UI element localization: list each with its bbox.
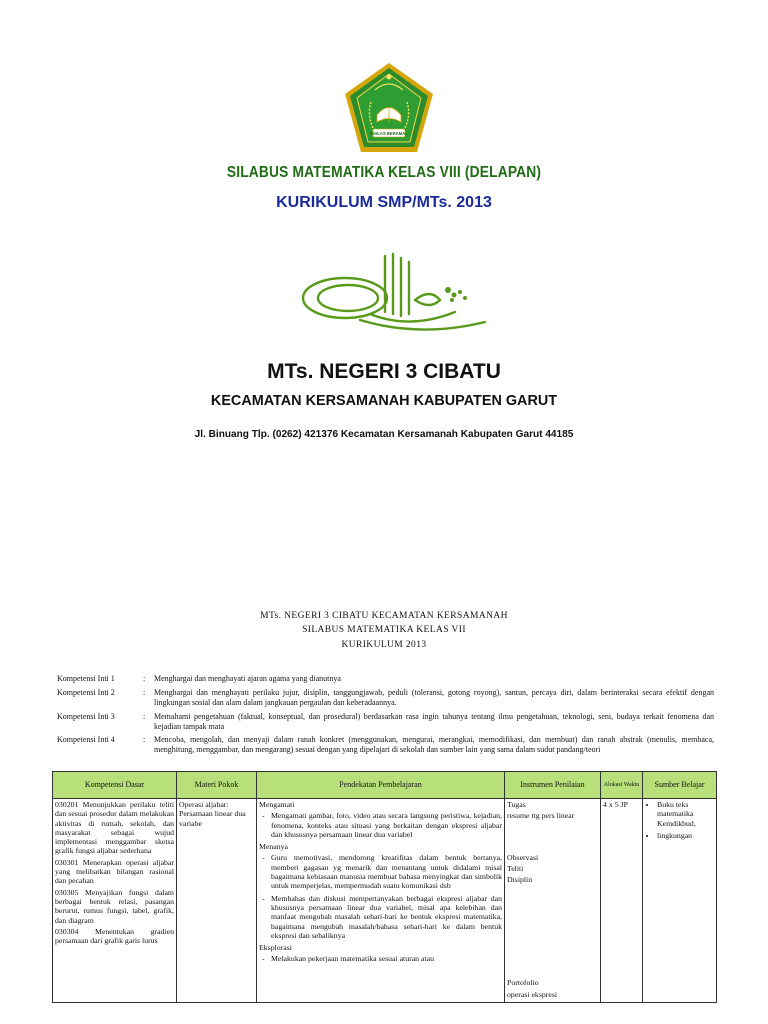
section-title-menanya: Menanya — [259, 842, 289, 852]
kd-item: 030201 Menunjukkan perilaku teliti dan sesuai prosedur dalam melakukan aktivitas di rumah, sekolah, dan masyarakat sebagai wujud implementasi menggambar sketsa grafik fungsi aljabar sederhana — [55, 800, 174, 856]
ki-text: Mencoba, mengolah, dan menyaji dalam ranah konkret (menggunakan, mengurai, merangkai, memodifikasi, dan membuat) dan ranah abstrak (menulis, membaca, menghitung, menggambar, dan mengarang) sesuai dengan yang dipelajari di sekolah dan sumber lain yang sama dalam sudut pandang/teori — [154, 735, 714, 754]
ki-colon: : — [143, 674, 146, 683]
ki-text: Memahami pengetahuan (faktual, konseptual, dan prosedural) berdasarkan rasa ingin tahunya tentang ilmu pengetahuan, teknologi, seni, budaya terkait fenomena dan kejadian tampak mata — [154, 712, 714, 731]
col-header-alokasi-waktu: Alokasi Waktu — [601, 772, 643, 799]
menanya-list — [259, 853, 502, 940]
list-item: - Melakukan pekerjaan matematika sesuai aturan atau — [271, 954, 502, 963]
ki-colon: : — [143, 688, 146, 697]
instrumen-disiplin: Disiplin — [507, 875, 533, 885]
list-item: - Mengamati gambar, foto, video atau secara langsung peristiwa, kejadian, fenomena, konteks atau situasi yang berkaitan dengan ekspresi aljabar dan khususnya persamaan linear dua variabel — [271, 811, 502, 839]
syllabus-header-line1: MTs. NEGERI 3 CIBATU KECAMATAN KERSAMANAH — [260, 611, 508, 621]
school-address: Jl. Binuang Tlp. (0262) 421376 Kecamatan Kersamanah Kabupaten Garut 44185 — [194, 428, 574, 440]
kd-item: 030305 Menyajikan fungsi dalam berbagai bentuk relasi, pasangan berurut, rumus fungsi, tabel, grafik, dan diagram — [55, 887, 174, 925]
logo-motto: IKHLAS BERAMAL — [370, 131, 408, 136]
cell-materi-pokok — [177, 799, 257, 1003]
col-header-materi-pokok: Materi Pokok — [177, 772, 257, 799]
cell-alokasi-waktu — [601, 799, 643, 1003]
mengamati-list — [259, 811, 502, 839]
cover-title: SILABUS MATEMATIKA KELAS VIII (DELAPAN) — [226, 164, 542, 181]
syllabus-table — [52, 771, 717, 1003]
ki-colon: : — [143, 712, 146, 721]
eksplorasi-list — [259, 954, 502, 963]
instrumen-teliti: Teliti — [507, 863, 524, 873]
school-district: KECAMATAN KERSAMANAH KABUPATEN GARUT — [210, 392, 558, 409]
cell-kompetensi-dasar — [53, 799, 177, 1003]
syllabus-header-line2: SILABUS MATEMATIKA KELAS VII — [302, 625, 466, 635]
instrumen-tugas: Tugas — [507, 800, 526, 809]
col-header-kompetensi-dasar: Kompetensi Dasar — [53, 772, 177, 799]
kd-item: 030301 Menerapkan operasi aljabar yang melibatkan bilangan rasional dan pecahan — [55, 857, 174, 886]
kd-item: 030304 Menentukan gradien persamaan dari grafik garis lurus — [55, 926, 174, 946]
col-header-instrumen: Instrumen Penilaian — [505, 772, 601, 799]
ki-text: Menghargai dan menghayati perilaku jujur, disiplin, tanggungjawab, peduli (toleransi, gotong royong), santun, percaya diri, dalam berinteraksi secara efektif dengan lingkungan sosial dan alam dalam jangkauan pergaulan dan keberadaannya. — [154, 688, 714, 707]
list-item: - Membahas dan diskusi mempertanyakan berbagai ekspresi aljabar dan khususnya persamaan linear dua variabel, misal apa kelebihan dan manfaat mengubah masalah sehari-hari ke bentuk ekspresi matematika, bagaimana mengubah masalah/bahasa sehari-hari ke dalam bentuk ekspresi dan sebaliknya — [271, 894, 502, 940]
instrumen-observasi: Observasi — [507, 852, 539, 862]
ki-label: Kompetensi Inti 4 — [57, 735, 115, 744]
materi-text: Operasi aljabar: Persamaan linear dua variabe — [179, 800, 246, 828]
arabic-calligraphy-emblem — [290, 250, 490, 340]
instrumen-portofolio-detail: operasi ekspresi — [507, 989, 558, 999]
ki-label: Kompetensi Inti 3 — [57, 712, 115, 721]
alokasi-value: 4 x 5 JP — [603, 800, 628, 809]
ki-label: Kompetensi Inti 2 — [57, 688, 115, 697]
cell-sumber-belajar — [643, 799, 717, 1003]
sumber-list — [645, 800, 714, 840]
cell-instrumen — [505, 799, 601, 1003]
school-name: MTs. NEGERI 3 CIBATU — [267, 360, 501, 383]
table-header-row — [53, 772, 717, 799]
list-item: - Guru memotivasi, mendorong kreatifitas dalam bentuk bertanya, memberi gagasan yg menarik dan menantang untuk didalami misal bagaimana kebiasaan manusia membuat bahasa menyingkat dan simbolik untuk memperjelas, mempermudah suatu komunikasi dsb — [271, 853, 502, 890]
table-row — [53, 799, 717, 1003]
list-item: • lingkungan — [657, 831, 714, 840]
ki-colon: : — [143, 735, 146, 744]
ministry-of-religious-affairs-logo — [341, 60, 437, 158]
cell-pendekatan — [257, 799, 505, 1003]
cover-subtitle: KURIKULUM SMP/MTs. 2013 — [276, 194, 492, 211]
instrumen-portofolio: Portofolio — [507, 978, 539, 988]
list-item: • Buku teks matematika Kemdikbud, — [657, 800, 714, 828]
col-header-sumber-belajar: Sumber Belajar — [643, 772, 717, 799]
section-title-eksplorasi: Eksplorasi — [259, 943, 292, 953]
ki-label: Kompetensi Inti 1 — [57, 674, 115, 683]
col-header-pendekatan: Pendekatan Pembelajaran — [257, 772, 505, 799]
section-title-mengamati: Mengamati — [259, 800, 295, 809]
syllabus-header-line3: KURIKULUM 2013 — [341, 640, 427, 650]
ki-text: Menghargai dan menghayati ajaran agama yang dianutnya — [154, 674, 341, 683]
instrumen-tugas-detail: resume ttg pers linear — [507, 811, 575, 821]
